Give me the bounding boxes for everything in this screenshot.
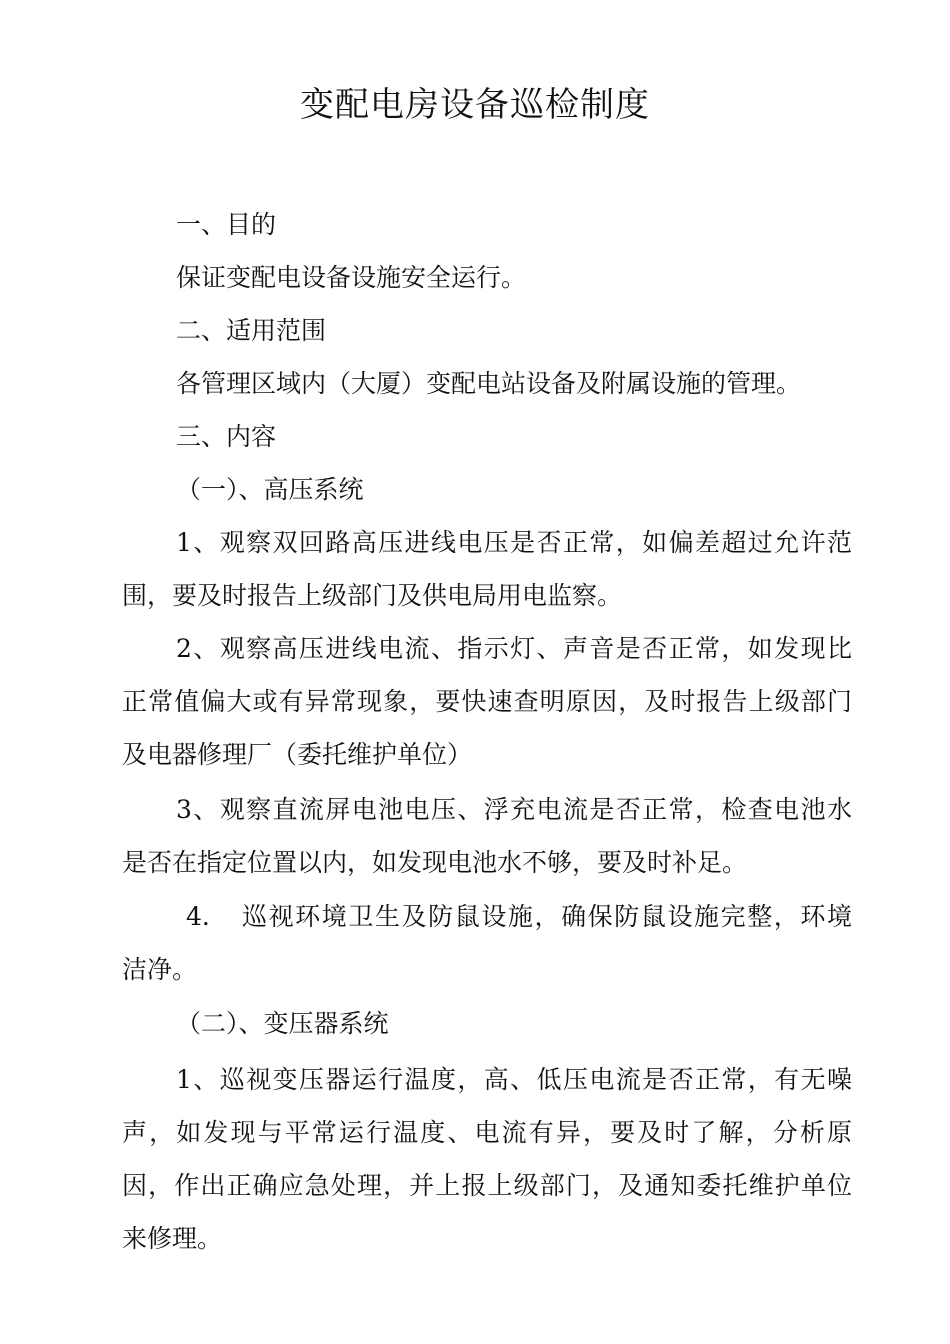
document-title: 变配电房设备巡检制度 [300, 85, 650, 125]
paragraph-line: 声，如发现与平常运行温度、电流有异，要及时了解，分析原 [122, 1118, 852, 1147]
paragraph-line: 围，要及时报告上级部门及供电局用电监察。 [122, 581, 623, 610]
paragraph-line: 因，作出正确应急处理，并上报上级部门，及通知委托维护单位 [122, 1171, 852, 1200]
paragraph-line: 1、巡视变压器运行温度，高、低压电流是否正常，有无噪 [176, 1065, 852, 1094]
section-body-scope: 各管理区域内（大厦）变配电站设备及附属设施的管理。 [176, 369, 802, 398]
paragraph-line: 来修理。 [122, 1224, 223, 1253]
section-body-purpose: 保证变配电设备设施安全运行。 [176, 263, 527, 292]
paragraph-line: 3、观察直流屏电池电压、浮充电流是否正常，检查电池水 [176, 795, 852, 824]
section-heading-purpose: 一、目的 [176, 210, 277, 239]
paragraph-line: 是否在指定位置以内，如发现电池水不够，要及时补足。 [122, 848, 748, 877]
section-heading-scope: 二、适用范围 [176, 316, 327, 345]
subsection-heading-transformer: （二）、变压器系统 [176, 1009, 389, 1038]
paragraph-number: 4. [186, 902, 210, 931]
paragraph-line: 洁净。 [122, 955, 198, 984]
paragraph-line: 1、观察双回路高压进线电压是否正常，如偏差超过允许范 [176, 528, 852, 557]
subsection-heading-high-voltage: （一）、高压系统 [176, 475, 364, 504]
paragraph-line: 正常值偏大或有异常现象，要快速查明原因，及时报告上级部门 [122, 687, 852, 716]
section-heading-content: 三、内容 [176, 422, 277, 451]
paragraph-line: 2、观察高压进线电流、指示灯、声音是否正常，如发现比 [176, 634, 852, 663]
paragraph-line: 及电器修理厂（委托维护单位） [122, 740, 473, 769]
paragraph-line: 巡视环境卫生及防鼠设施，确保防鼠设施完整，环境 [242, 902, 852, 931]
